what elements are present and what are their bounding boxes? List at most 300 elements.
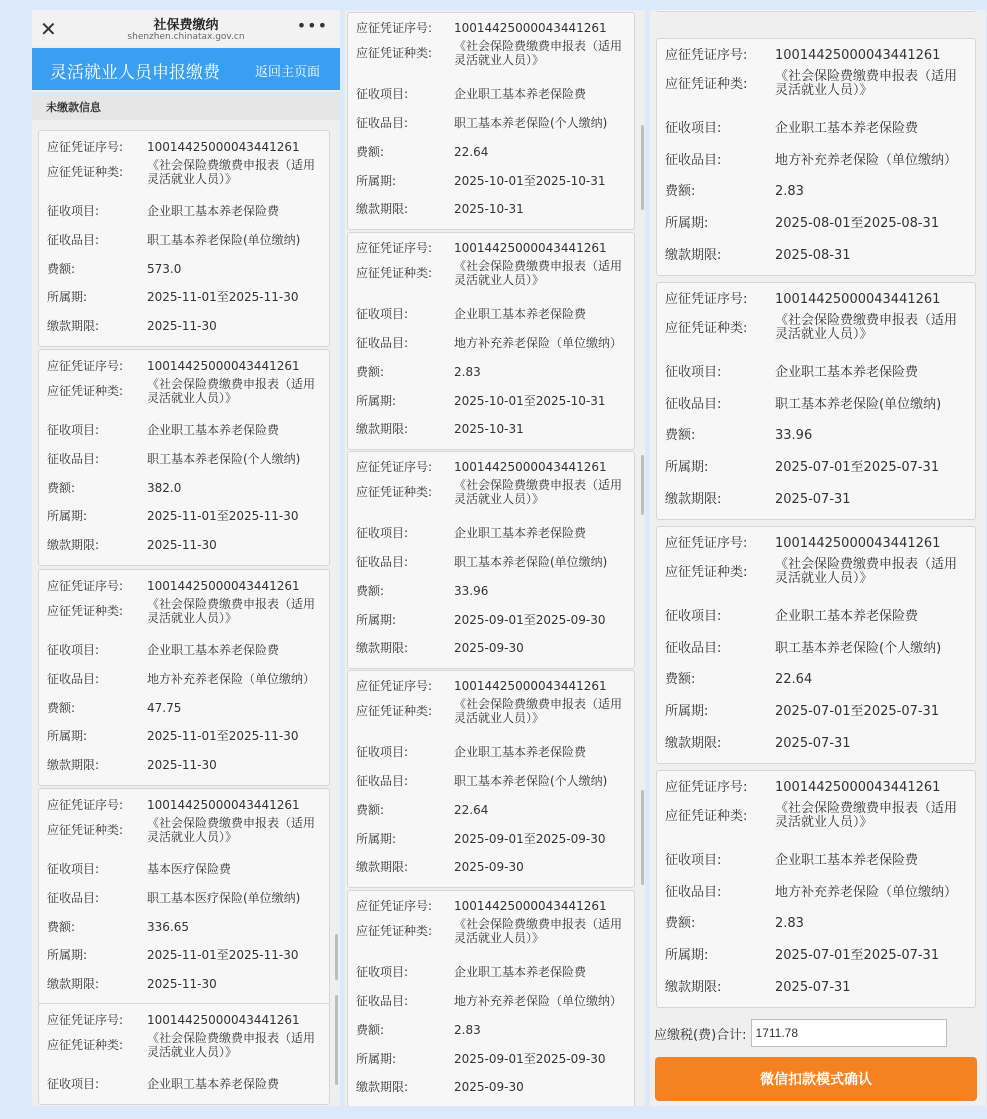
levy-category-value: 地方补充养老保险（单位缴纳） — [147, 671, 316, 686]
levy-category-label: 征收品目: — [356, 773, 409, 788]
levy-category-value: 职工基本养老保险(单位缴纳) — [775, 396, 942, 412]
fee-amount-value: 382.0 — [147, 480, 182, 495]
total-row — [654, 1018, 984, 1048]
payment-record-card — [347, 12, 635, 230]
voucher-type-value: 《社会保险费缴费申报表（适用灵活就业人员）》 — [775, 69, 958, 98]
record-row-tax-period — [356, 391, 626, 411]
voucher-type-label: 应征凭证种类: — [356, 484, 433, 499]
tax-period-value: 2025-11-01至2025-11-30 — [147, 508, 299, 523]
record-row-payment-deadline — [356, 419, 626, 439]
record-row-levy-item — [47, 640, 321, 660]
record-row-voucher-type — [356, 250, 626, 296]
record-row-payment-deadline — [47, 755, 321, 775]
levy-category-value: 地方补充养老保险（单位缴纳） — [454, 993, 623, 1008]
fee-amount-value: 2.83 — [775, 915, 804, 931]
payment-record-card — [656, 282, 976, 520]
levy-item-value: 企业职工基本养老保险费 — [147, 203, 280, 218]
levy-item-value: 企业职工基本养老保险费 — [454, 744, 587, 759]
payment-record-card — [38, 1003, 330, 1105]
levy-item-value: 企业职工基本养老保险费 — [775, 608, 919, 624]
levy-category-label: 征收品目: — [356, 115, 409, 130]
payment-deadline-value: 2025-11-30 — [147, 757, 217, 772]
record-row-tax-period — [356, 171, 626, 191]
record-row-levy-item — [47, 201, 321, 221]
serial-number-label: 应征凭证序号: — [665, 779, 748, 795]
voucher-type-label: 应征凭证种类: — [47, 603, 124, 618]
fee-amount-value: 47.75 — [147, 700, 182, 715]
payment-deadline-value: 2025-07-31 — [775, 735, 851, 751]
record-row-voucher-type — [47, 1022, 321, 1068]
voucher-type-label: 应征凭证种类: — [47, 822, 124, 837]
serial-number-value: 10014425000043441261 — [454, 459, 607, 474]
voucher-type-label: 应征凭证种类: — [665, 320, 748, 336]
levy-category-value: 职工基本养老保险(个人缴纳) — [775, 640, 942, 656]
serial-number-value: 10014425000043441261 — [147, 139, 300, 154]
payment-deadline-value: 2025-09-30 — [454, 859, 524, 874]
payment-record-card — [347, 451, 635, 669]
serial-number-label: 应征凭证序号: — [47, 578, 124, 593]
scrollbar[interactable] — [641, 790, 644, 885]
tax-period-value: 2025-10-01至2025-10-31 — [454, 393, 606, 408]
record-row-levy-item — [356, 962, 626, 982]
record-row-tax-period — [665, 213, 967, 233]
record-row-voucher-type — [47, 368, 321, 414]
levy-item-label: 征收项目: — [356, 525, 409, 540]
record-row-tax-period — [47, 287, 321, 307]
fee-amount-label: 费额: — [665, 671, 696, 687]
payment-deadline-label: 缴款期限: — [356, 421, 409, 436]
record-row-payment-deadline — [356, 638, 626, 658]
payment-deadline-value: 2025-07-31 — [775, 491, 851, 507]
fee-amount-label: 费额: — [665, 915, 696, 931]
payment-record-card — [347, 670, 635, 888]
levy-item-label: 征收项目: — [665, 120, 722, 136]
levy-item-label: 征收项目: — [47, 203, 100, 218]
record-row-voucher-type — [665, 549, 967, 595]
serial-number-value: 10014425000043441261 — [147, 797, 300, 812]
payment-deadline-label: 缴款期限: — [665, 491, 722, 507]
tax-period-label: 所属期: — [665, 947, 709, 963]
serial-number-value: 10014425000043441261 — [454, 898, 607, 913]
voucher-type-label: 应征凭证种类: — [47, 164, 124, 179]
record-row-levy-category — [356, 771, 626, 791]
voucher-type-value: 《社会保险费缴费申报表（适用灵活就业人员）》 — [147, 377, 316, 405]
levy-category-label: 征收品目: — [47, 232, 100, 247]
payment-deadline-value: 2025-09-30 — [454, 640, 524, 655]
fee-amount-label: 费额: — [665, 427, 696, 443]
record-row-levy-item — [665, 118, 967, 138]
tax-period-value: 2025-10-01至2025-10-31 — [454, 173, 606, 188]
record-row-levy-item — [665, 362, 967, 382]
payment-record-card — [656, 526, 976, 764]
fee-amount-label: 费额: — [47, 919, 76, 934]
levy-item-label: 征收项目: — [356, 964, 409, 979]
scrollbar[interactable] — [641, 455, 644, 515]
record-row-tax-period — [356, 1049, 626, 1069]
record-row-fee-amount — [356, 581, 626, 601]
payment-deadline-value: 2025-09-30 — [454, 1079, 524, 1094]
payment-deadline-value: 2025-10-31 — [454, 201, 524, 216]
tax-period-value: 2025-09-01至2025-09-30 — [454, 612, 606, 627]
record-row-levy-category — [665, 638, 967, 658]
levy-category-value: 地方补充养老保险（单位缴纳） — [775, 152, 958, 168]
fee-amount-label: 费额: — [356, 364, 385, 379]
record-row-payment-deadline — [356, 199, 626, 219]
tax-period-value: 2025-11-01至2025-11-30 — [147, 289, 299, 304]
levy-item-label: 征收项目: — [47, 861, 100, 876]
serial-number-label: 应征凭证序号: — [356, 678, 433, 693]
serial-number-label: 应征凭证序号: — [356, 240, 433, 255]
record-row-payment-deadline — [47, 316, 321, 336]
record-row-fee-amount — [356, 1020, 626, 1040]
record-row-tax-period — [356, 829, 626, 849]
fee-amount-value: 2.83 — [454, 1022, 481, 1037]
voucher-type-value: 《社会保险费缴费申报表（适用灵活就业人员）》 — [454, 917, 623, 945]
record-row-levy-category — [47, 230, 321, 250]
levy-item-value: 企业职工基本养老保险费 — [775, 364, 919, 380]
record-row-levy-category — [356, 991, 626, 1011]
record-row-levy-category — [665, 150, 967, 170]
fee-amount-label: 费额: — [47, 700, 76, 715]
payment-record-card — [38, 569, 330, 786]
levy-category-label: 征收品目: — [665, 396, 722, 412]
record-row-payment-deadline — [665, 245, 967, 265]
payment-deadline-label: 缴款期限: — [47, 757, 100, 772]
record-row-levy-item — [47, 1074, 321, 1094]
voucher-type-value: 《社会保险费缴费申报表（适用灵活就业人员）》 — [147, 1031, 316, 1059]
serial-number-label: 应征凭证序号: — [665, 47, 748, 63]
voucher-type-value: 《社会保险费缴费申报表（适用灵活就业人员）》 — [454, 39, 623, 67]
levy-item-value: 企业职工基本养老保险费 — [775, 120, 919, 136]
levy-category-value: 职工基本养老保险(单位缴纳) — [147, 232, 301, 247]
voucher-type-label: 应征凭证种类: — [47, 383, 124, 398]
scrollbar[interactable] — [335, 934, 338, 980]
levy-category-label: 征收品目: — [356, 335, 409, 350]
record-row-levy-category — [47, 888, 321, 908]
more-menu-icon[interactable]: ••• — [296, 16, 328, 35]
serial-number-value: 10014425000043441261 — [775, 47, 941, 63]
record-row-tax-period — [665, 701, 967, 721]
levy-item-label: 征收项目: — [665, 364, 722, 380]
serial-number-label: 应征凭证序号: — [665, 535, 748, 551]
payment-record-card — [347, 890, 635, 1106]
fee-amount-value: 33.96 — [775, 427, 813, 443]
payment-deadline-label: 缴款期限: — [356, 1079, 409, 1094]
record-row-voucher-type — [47, 807, 321, 853]
payment-record-card — [38, 130, 330, 347]
record-row-payment-deadline — [665, 489, 967, 509]
levy-item-label: 征收项目: — [47, 1076, 100, 1091]
levy-item-label: 征收项目: — [356, 306, 409, 321]
record-row-levy-item — [665, 850, 967, 870]
record-row-tax-period — [665, 457, 967, 477]
voucher-type-value: 《社会保险费缴费申报表（适用灵活就业人员）》 — [775, 313, 958, 342]
record-row-voucher-type — [665, 61, 967, 107]
payment-deadline-label: 缴款期限: — [47, 318, 100, 333]
record-row-payment-deadline — [356, 1077, 626, 1097]
serial-number-value: 10014425000043441261 — [775, 291, 941, 307]
panel-right — [650, 10, 986, 1106]
voucher-type-label: 应征凭证种类: — [665, 76, 748, 92]
record-row-fee-amount — [47, 917, 321, 937]
payment-deadline-value: 2025-07-31 — [775, 979, 851, 995]
record-row-fee-amount — [356, 142, 626, 162]
wechat-deduct-confirm-button[interactable]: 微信扣款模式确认 — [655, 1057, 977, 1101]
record-row-levy-item — [47, 859, 321, 879]
record-row-tax-period — [47, 945, 321, 965]
serial-number-label: 应征凭证序号: — [47, 358, 124, 373]
record-row-fee-amount — [356, 362, 626, 382]
record-row-fee-amount — [665, 669, 967, 689]
levy-category-label: 征收品目: — [665, 152, 722, 168]
fee-amount-label: 费额: — [356, 583, 385, 598]
tax-period-label: 所属期: — [47, 947, 88, 962]
record-row-levy-item — [356, 304, 626, 324]
fee-amount-label: 费额: — [47, 480, 76, 495]
voucher-type-value: 《社会保险费缴费申报表（适用灵活就业人员）》 — [147, 158, 316, 186]
fee-amount-value: 22.64 — [454, 144, 489, 159]
payment-deadline-label: 缴款期限: — [356, 640, 409, 655]
levy-item-value: 企业职工基本养老保险费 — [454, 86, 587, 101]
fee-amount-value: 2.83 — [454, 364, 481, 379]
record-row-tax-period — [665, 945, 967, 965]
tax-period-value: 2025-09-01至2025-09-30 — [454, 831, 606, 846]
levy-category-value: 职工基本养老保险(个人缴纳) — [147, 451, 301, 466]
voucher-type-label: 应征凭证种类: — [356, 923, 433, 938]
levy-category-value: 职工基本养老保险(个人缴纳) — [454, 773, 608, 788]
payment-deadline-value: 2025-11-30 — [147, 537, 217, 552]
levy-item-label: 征收项目: — [47, 422, 100, 437]
tax-period-value: 2025-08-01至2025-08-31 — [775, 215, 940, 231]
tax-period-value: 2025-11-01至2025-11-30 — [147, 728, 299, 743]
record-row-levy-category — [665, 882, 967, 902]
levy-item-value: 企业职工基本养老保险费 — [454, 964, 587, 979]
record-row-payment-deadline — [665, 977, 967, 997]
record-row-voucher-type — [665, 305, 967, 351]
fee-amount-value: 22.64 — [454, 802, 489, 817]
record-row-fee-amount — [665, 425, 967, 445]
fee-amount-label: 费额: — [356, 1022, 385, 1037]
payment-record-card — [38, 349, 330, 566]
record-row-tax-period — [47, 726, 321, 746]
payment-deadline-value: 2025-11-30 — [147, 976, 217, 991]
levy-item-label: 征收项目: — [665, 852, 722, 868]
record-row-fee-amount — [665, 181, 967, 201]
fee-amount-value: 2.83 — [775, 183, 804, 199]
payment-record-card — [656, 770, 976, 1008]
record-row-payment-deadline — [665, 733, 967, 753]
serial-number-label: 应征凭证序号: — [47, 139, 124, 154]
levy-category-value: 地方补充养老保险（单位缴纳） — [775, 884, 958, 900]
record-row-voucher-type — [356, 469, 626, 515]
serial-number-label: 应征凭证序号: — [356, 459, 433, 474]
payment-deadline-label: 缴款期限: — [356, 859, 409, 874]
tax-period-label: 所属期: — [356, 612, 397, 627]
payment-deadline-value: 2025-10-31 — [454, 421, 524, 436]
levy-category-label: 征收品目: — [47, 890, 100, 905]
levy-category-label: 征收品目: — [665, 640, 722, 656]
record-row-levy-category — [356, 333, 626, 353]
serial-number-value: 10014425000043441261 — [147, 358, 300, 373]
payment-deadline-value: 2025-11-30 — [147, 318, 217, 333]
payment-deadline-label: 缴款期限: — [47, 976, 100, 991]
voucher-type-value: 《社会保险费缴费申报表（适用灵活就业人员）》 — [775, 557, 958, 586]
fee-amount-value: 336.65 — [147, 919, 189, 934]
serial-number-value: 10014425000043441261 — [454, 20, 607, 35]
serial-number-value: 10014425000043441261 — [454, 678, 607, 693]
levy-category-value: 职工基本医疗保险(单位缴纳) — [147, 890, 301, 905]
tax-period-label: 所属期: — [356, 831, 397, 846]
tax-period-label: 所属期: — [47, 508, 88, 523]
record-row-voucher-type — [356, 30, 626, 76]
record-row-tax-period — [356, 610, 626, 630]
record-row-levy-category — [356, 552, 626, 572]
tax-period-label: 所属期: — [356, 393, 397, 408]
serial-number-label: 应征凭证序号: — [665, 291, 748, 307]
record-row-fee-amount — [665, 913, 967, 933]
tax-period-label: 所属期: — [47, 289, 88, 304]
fee-amount-label: 费额: — [47, 261, 76, 276]
record-row-payment-deadline — [356, 857, 626, 877]
serial-number-value: 10014425000043441261 — [147, 578, 300, 593]
record-row-levy-item — [356, 742, 626, 762]
record-row-fee-amount — [47, 478, 321, 498]
levy-item-label: 征收项目: — [356, 86, 409, 101]
tax-period-label: 所属期: — [665, 703, 709, 719]
payment-deadline-label: 缴款期限: — [665, 735, 722, 751]
voucher-type-label: 应征凭证种类: — [47, 1037, 124, 1052]
payment-deadline-label: 缴款期限: — [356, 201, 409, 216]
record-row-levy-category — [47, 669, 321, 689]
levy-item-value: 企业职工基本养老保险费 — [454, 306, 587, 321]
levy-category-value: 地方补充养老保险（单位缴纳） — [454, 335, 623, 350]
panel-left — [32, 10, 340, 1106]
levy-category-label: 征收品目: — [47, 671, 100, 686]
fee-amount-value: 22.64 — [775, 671, 813, 687]
levy-item-label: 征收项目: — [356, 744, 409, 759]
voucher-type-value: 《社会保险费缴费申报表（适用灵活就业人员）》 — [454, 697, 623, 725]
levy-item-value: 企业职工基本养老保险费 — [147, 642, 280, 657]
fee-amount-label: 费额: — [356, 802, 385, 817]
levy-category-label: 征收品目: — [356, 993, 409, 1008]
voucher-type-value: 《社会保险费缴费申报表（适用灵活就业人员）》 — [147, 597, 316, 625]
voucher-type-label: 应征凭证种类: — [665, 808, 748, 824]
serial-number-value: 10014425000043441261 — [147, 1012, 300, 1027]
serial-number-value: 10014425000043441261 — [775, 779, 941, 795]
scrollbar[interactable] — [335, 995, 338, 1085]
header-url: shenzhen.chinatax.gov.cn — [127, 32, 245, 42]
tax-period-label: 所属期: — [47, 728, 88, 743]
record-row-fee-amount — [47, 259, 321, 279]
serial-number-label: 应征凭证序号: — [356, 20, 433, 35]
levy-item-value: 企业职工基本养老保险费 — [147, 1076, 280, 1091]
payment-deadline-label: 缴款期限: — [665, 247, 722, 263]
voucher-type-label: 应征凭证种类: — [665, 564, 748, 580]
payment-deadline-value: 2025-08-31 — [775, 247, 851, 263]
levy-category-label: 征收品目: — [665, 884, 722, 900]
tax-period-label: 所属期: — [665, 215, 709, 231]
record-row-levy-category — [356, 113, 626, 133]
record-row-voucher-type — [356, 688, 626, 734]
record-row-voucher-type — [356, 908, 626, 954]
levy-category-label: 征收品目: — [47, 451, 100, 466]
tax-period-value: 2025-09-01至2025-09-30 — [454, 1051, 606, 1066]
payment-record-card — [656, 38, 976, 276]
record-row-levy-item — [47, 420, 321, 440]
tax-period-label: 所属期: — [356, 1051, 397, 1066]
section-title: 未缴款信息 — [46, 101, 101, 114]
scrollbar[interactable] — [641, 125, 644, 210]
close-icon[interactable]: ✕ — [40, 17, 57, 41]
page-banner — [32, 48, 340, 90]
tax-period-value: 2025-11-01至2025-11-30 — [147, 947, 299, 962]
page-title: 灵活就业人员申报缴费 — [50, 63, 220, 83]
payment-record-card — [38, 788, 330, 1005]
fee-amount-label: 费额: — [356, 144, 385, 159]
serial-number-label: 应征凭证序号: — [47, 1012, 124, 1027]
fee-amount-value: 573.0 — [147, 261, 182, 276]
record-row-payment-deadline — [47, 535, 321, 555]
levy-item-label: 征收项目: — [47, 642, 100, 657]
serial-number-label: 应征凭证序号: — [47, 797, 124, 812]
voucher-type-value: 《社会保险费缴费申报表（适用灵活就业人员）》 — [454, 259, 623, 287]
levy-item-value: 企业职工基本养老保险费 — [147, 422, 280, 437]
serial-number-label: 应征凭证序号: — [356, 898, 433, 913]
record-row-voucher-type — [47, 149, 321, 195]
voucher-type-value: 《社会保险费缴费申报表（适用灵活就业人员）》 — [454, 478, 623, 506]
record-row-levy-item — [356, 523, 626, 543]
tax-period-value: 2025-07-01至2025-07-31 — [775, 947, 940, 963]
voucher-type-value: 《社会保险费缴费申报表（适用灵活就业人员）》 — [147, 816, 316, 844]
record-row-payment-deadline — [47, 974, 321, 994]
voucher-type-label: 应征凭证种类: — [356, 45, 433, 60]
payment-record-card — [656, 10, 976, 12]
section-header — [32, 92, 340, 120]
record-row-levy-item — [356, 84, 626, 104]
voucher-type-label: 应征凭证种类: — [356, 265, 433, 280]
record-row-levy-item — [665, 606, 967, 626]
record-row-voucher-type — [665, 793, 967, 839]
payment-record-card — [347, 232, 635, 450]
levy-category-value: 职工基本养老保险(单位缴纳) — [454, 554, 608, 569]
record-row-levy-category — [47, 449, 321, 469]
levy-category-value: 职工基本养老保险(个人缴纳) — [454, 115, 608, 130]
levy-category-label: 征收品目: — [356, 554, 409, 569]
payment-deadline-label: 缴款期限: — [665, 979, 722, 995]
total-label: 应缴税(费)合计: — [654, 1027, 747, 1043]
serial-number-value: 10014425000043441261 — [454, 240, 607, 255]
tax-period-value: 2025-07-01至2025-07-31 — [775, 459, 940, 475]
return-home-link[interactable]: 返回主页面 — [254, 65, 320, 80]
voucher-type-value: 《社会保险费缴费申报表（适用灵活就业人员）》 — [775, 801, 958, 830]
levy-item-value: 企业职工基本养老保险费 — [775, 852, 919, 868]
tax-period-value: 2025-07-01至2025-07-31 — [775, 703, 940, 719]
record-row-voucher-type — [47, 588, 321, 634]
voucher-type-label: 应征凭证种类: — [356, 703, 433, 718]
fee-amount-value: 33.96 — [454, 583, 489, 598]
record-row-fee-amount — [47, 698, 321, 718]
levy-item-value: 基本医疗保险费 — [147, 861, 232, 876]
record-row-levy-category — [665, 394, 967, 414]
tax-period-label: 所属期: — [665, 459, 709, 475]
serial-number-value: 10014425000043441261 — [775, 535, 941, 551]
header-title: 社保费缴纳 — [153, 18, 219, 33]
total-amount-field[interactable] — [751, 1019, 947, 1047]
browser-header — [32, 10, 340, 46]
payment-deadline-label: 缴款期限: — [47, 537, 100, 552]
tax-period-label: 所属期: — [356, 173, 397, 188]
fee-amount-label: 费额: — [665, 183, 696, 199]
